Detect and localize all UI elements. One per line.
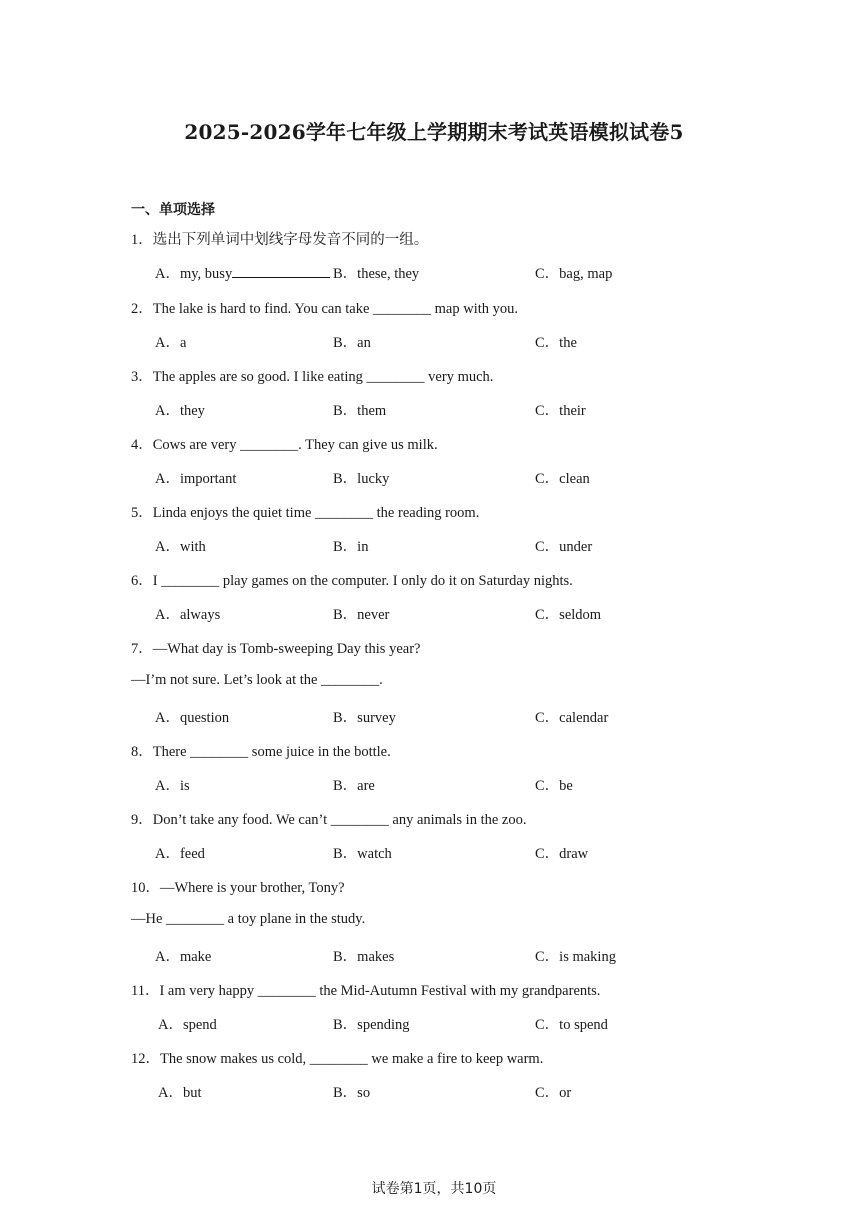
question-12-option-b[interactable]: B．so [333,1085,371,1101]
question-10-option-a[interactable]: A．make [155,949,212,965]
question-9-option-b[interactable]: B．watch [333,846,392,862]
question-5-stem: 5．Linda enjoys the quiet time ________ the reading room. [131,505,480,521]
question-12-option-a[interactable]: A．but [158,1085,202,1101]
question-9-option-a[interactable]: A．feed [155,846,205,862]
section-heading: 一、单项选择 [131,202,215,218]
page-title: 2025-2026学年七年级上学期期末考试英语模拟试卷5 [184,120,684,144]
question-11-option-a[interactable]: A．spend [158,1017,217,1033]
answer-blank [232,265,330,278]
question-10-option-c[interactable]: C．is making [535,949,616,965]
question-8-option-c[interactable]: C．be [535,778,573,794]
option-text: A．my, busy [155,266,233,282]
question-5-option-b[interactable]: B．in [333,539,369,555]
question-11-stem: 11．I am very happy ________ the Mid-Autumn Festival with my grandparents. [131,983,601,999]
question-6-option-a[interactable]: A．always [155,607,221,623]
question-11-option-c[interactable]: C．to spend [535,1017,608,1033]
question-8-option-b[interactable]: B．are [333,778,375,794]
question-5-option-a[interactable]: A．with [155,539,206,555]
question-2-option-c[interactable]: C．the [535,335,577,351]
question-4-stem: 4．Cows are very ________. They can give us milk. [131,437,438,453]
question-7-stem-response: —I’m not sure. Let’s look at the ________. [131,672,383,688]
question-1-option-b[interactable]: B．these, they [333,266,420,282]
question-4-option-c[interactable]: C．clean [535,471,590,487]
question-11-option-b[interactable]: B．spending [333,1017,410,1033]
question-10-stem: 10．—Where is your brother, Tony? [131,880,345,896]
question-12-option-c[interactable]: C．or [535,1085,572,1101]
question-1-option-c[interactable]: C．bag, map [535,266,613,282]
question-7-option-c[interactable]: C．calendar [535,710,609,726]
question-8-stem: 8．There ________ some juice in the bottle. [131,744,391,760]
question-8-option-a[interactable]: A．is [155,778,190,794]
question-3-option-a[interactable]: A．they [155,403,205,419]
question-6-option-c[interactable]: C．seldom [535,607,602,623]
question-4-option-b[interactable]: B．lucky [333,471,390,487]
question-7-stem: 7．—What day is Tomb-sweeping Day this year? [131,641,421,657]
question-6-option-b[interactable]: B．never [333,607,390,623]
question-4-option-a[interactable]: A．important [155,471,237,487]
question-2-option-a[interactable]: A．a [155,335,187,351]
question-2-stem: 2．The lake is hard to find. You can take ________ map with you. [131,301,519,317]
question-7-option-b[interactable]: B．survey [333,710,396,726]
question-7-option-a[interactable]: A．question [155,710,230,726]
question-3-option-b[interactable]: B．them [333,403,387,419]
question-1-stem: 1．选出下列单词中划线字母发音不同的一组。 [131,232,429,248]
question-6-stem: 6．I ________ play games on the computer. I only do it on Saturday nights. [131,573,573,589]
question-1-option-a[interactable] [155,262,330,283]
question-9-option-c[interactable]: C．draw [535,846,589,862]
question-5-option-c[interactable]: C．under [535,539,593,555]
question-10-stem-response: —He ________ a toy plane in the study. [131,911,366,927]
question-2-option-b[interactable]: B．an [333,335,371,351]
question-10-option-b[interactable]: B．makes [333,949,395,965]
question-9-stem: 9．Don’t take any food. We can’t ________ any animals in the zoo. [131,812,527,828]
question-3-stem: 3．The apples are so good. I like eating ________ very much. [131,369,494,385]
question-3-option-c[interactable]: C．their [535,403,586,419]
question-12-stem: 12．The snow makes us cold, ________ we make a fire to keep warm. [131,1051,544,1067]
page-footer: 试卷第1页，共10页 [371,1181,497,1197]
